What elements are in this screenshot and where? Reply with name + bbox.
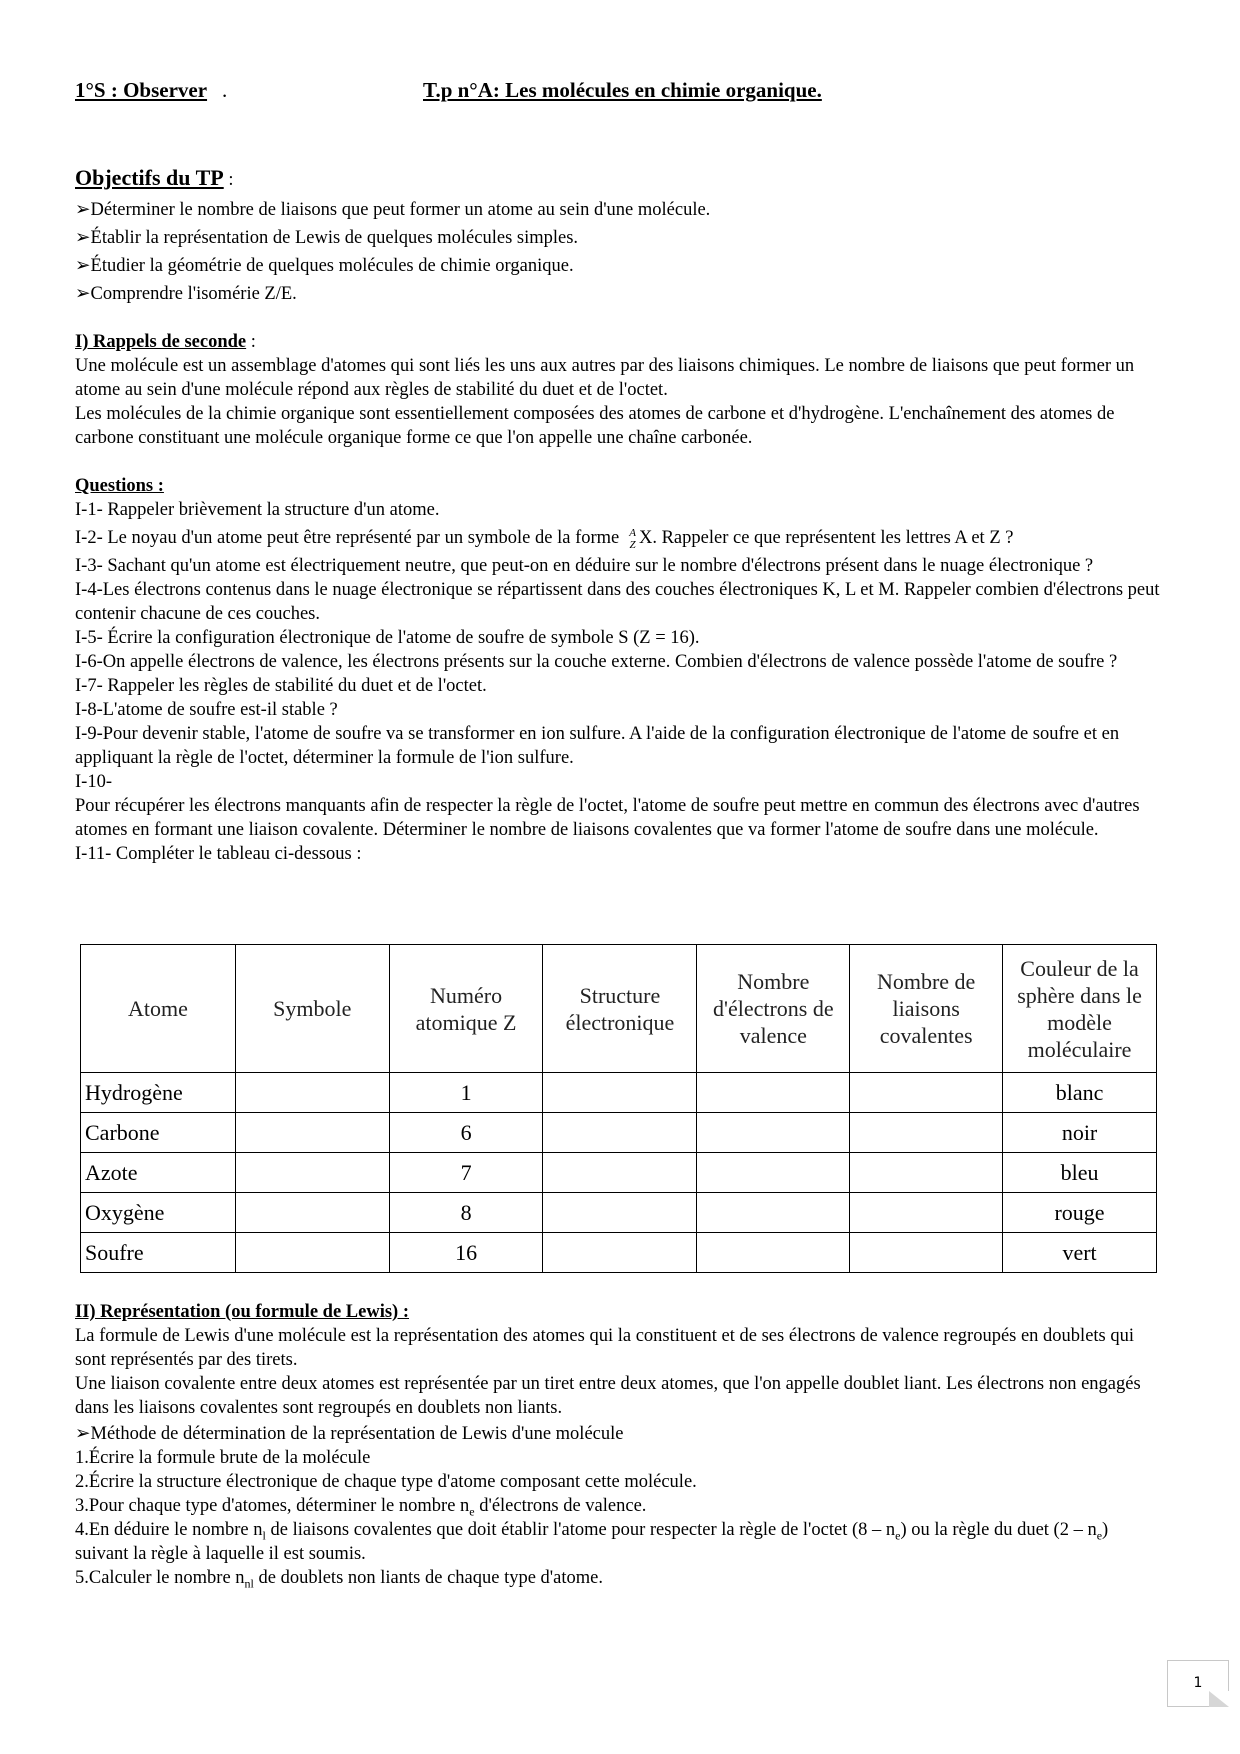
objective-text: Comprendre l'isomérie Z/E.: [90, 284, 297, 304]
lewis-section: [75, 1300, 1165, 1590]
valence-cell[interactable]: [697, 1233, 850, 1273]
atomic-number-cell: 6: [389, 1113, 543, 1153]
objective-item: [75, 196, 1165, 224]
subscript: nl: [244, 1576, 254, 1591]
symbol-cell[interactable]: [235, 1193, 389, 1233]
question-text: I-2- Le noyau d'un atome peut être représenté par un symbole de la forme: [75, 528, 620, 548]
column-header: Nombre d'électrons de valence: [697, 945, 850, 1073]
subscript: e: [895, 1528, 901, 1543]
paragraph: Les molécules de la chimie organique sont essentiellement composées des atomes de carbone et d'hydrogène. L'enchaînement des atomes de carbone constituant une molécule organique forme ce que l'on appelle une chaîne carbonée.: [75, 404, 1115, 448]
question-2: [75, 522, 1165, 554]
color-cell: rouge: [1003, 1193, 1157, 1233]
table-row: [81, 1073, 1157, 1113]
table-row: [81, 1113, 1157, 1153]
step-text: 5.Calculer le nombre n: [75, 1568, 245, 1588]
column-header: Nombre de liaisons covalentes: [850, 945, 1003, 1073]
atomic-number-cell: 7: [389, 1153, 543, 1193]
column-header: Atome: [81, 945, 236, 1073]
objective-item: [75, 280, 1165, 308]
mass-number-label: A: [629, 526, 636, 539]
method-text: Méthode de détermination de la représentation de Lewis d'une molécule: [90, 1424, 624, 1444]
question-9: I-9-Pour devenir stable, l'atome de soufre va se transformer en ion sulfure. A l'aide de la configuration électronique de l'atome de soufre et en appliquant la règle de l'octet, déterminer la formule de l'ion sulfure.: [75, 724, 1120, 768]
question-3: I-3- Sachant qu'un atome est électriquement neutre, que peut-on en déduire sur le nombre d'électrons présent dans le nuage électronique ?: [75, 556, 1094, 576]
arrow-bullet-icon: ➢: [75, 200, 91, 220]
atom-name-cell: Azote: [81, 1153, 236, 1193]
atomic-number-label: Z: [629, 538, 636, 551]
objective-item: [75, 252, 1165, 280]
subscript: e: [1096, 1528, 1103, 1543]
question-11: I-11- Compléter le tableau ci-dessous :: [75, 844, 362, 864]
symbol-cell[interactable]: [235, 1113, 389, 1153]
questions-heading: Questions :: [75, 476, 164, 496]
step-3: [75, 1494, 1165, 1518]
question-6: I-6-On appelle électrons de valence, les électrons présents sur la couche externe. Combien d'électrons de valence possède l'atome de soufre ?: [75, 652, 1118, 672]
structure-cell[interactable]: [543, 1073, 697, 1113]
bonds-cell[interactable]: [850, 1073, 1003, 1113]
atomic-number-cell: 16: [389, 1233, 543, 1273]
symbol-cell[interactable]: [235, 1153, 389, 1193]
step-text: ) ou la règle du duet (2 – n: [900, 1520, 1097, 1540]
heading-suffix: :: [246, 332, 256, 352]
table-row: [81, 1153, 1157, 1193]
objectives-heading: Objectifs du TP: [75, 165, 224, 190]
objective-item: [75, 224, 1165, 252]
atom-name-cell: Carbone: [81, 1113, 236, 1153]
column-header: Numéro atomique Z: [389, 945, 543, 1073]
objective-text: Déterminer le nombre de liaisons que peut former un atome au sein d'une molécule.: [90, 200, 711, 220]
column-header: Structure électronique: [543, 945, 697, 1073]
rappels-heading: I) Rappels de seconde: [75, 332, 247, 352]
page-title: T.p n°A: Les molécules en chimie organique.: [423, 78, 822, 102]
step-2: 2.Écrire la structure électronique de chaque type d'atome composant cette molécule.: [75, 1472, 697, 1492]
structure-cell[interactable]: [543, 1193, 697, 1233]
objectives-section: [75, 166, 1165, 308]
atomic-number-cell: 8: [389, 1193, 543, 1233]
structure-cell[interactable]: [543, 1113, 697, 1153]
step-4: [75, 1518, 1165, 1566]
arrow-bullet-icon: ➢: [75, 284, 91, 304]
question-10-label: I-10-: [75, 772, 112, 792]
color-cell: vert: [1003, 1233, 1157, 1273]
step-text: 4.En déduire le nombre n: [75, 1520, 263, 1540]
step-1: 1.Écrire la formule brute de la molécule: [75, 1448, 371, 1468]
step-text: 3.Pour chaque type d'atomes, déterminer le nombre n: [75, 1496, 470, 1516]
valence-cell[interactable]: [697, 1073, 850, 1113]
page-number: 1: [1193, 1675, 1203, 1691]
questions-section: [75, 474, 1165, 866]
subscript: l: [262, 1528, 266, 1543]
objective-text: Étudier la géométrie de quelques molécules de chimie organique.: [90, 256, 574, 276]
bonds-cell[interactable]: [850, 1233, 1003, 1273]
atom-name-cell: Hydrogène: [81, 1073, 236, 1113]
question-10: Pour récupérer les électrons manquants afin de respecter la règle de l'octet, l'atome de soufre peut mettre en commun des électrons avec d'autres atomes en formant une liaison covalente. Déterminer le nombre de liaisons covalentes que va former l'atome de soufre dans une molécule.: [75, 796, 1140, 840]
step-5: [75, 1566, 1165, 1590]
bonds-cell[interactable]: [850, 1113, 1003, 1153]
column-header: Couleur de la sphère dans le modèle moléculaire: [1003, 945, 1157, 1073]
question-text: X. Rappeler ce que représentent les lettres A et Z ?: [638, 528, 1014, 548]
color-cell: blanc: [1003, 1073, 1157, 1113]
nuclide-notation: [629, 527, 636, 551]
method-heading: [75, 1422, 1165, 1446]
table-row: [81, 1233, 1157, 1273]
column-header: Symbole: [235, 945, 389, 1073]
page-number-badge: [1167, 1660, 1229, 1707]
symbol-cell[interactable]: [235, 1233, 389, 1273]
bonds-cell[interactable]: [850, 1193, 1003, 1233]
paragraph: Une molécule est un assemblage d'atomes qui sont liés les uns aux autres par des liaisons chimiques. Le nombre de liaisons que peut former un atome au sein d'une molécule répond aux règles de stabilité du duet et de l'octet.: [75, 356, 1135, 400]
table-header-row: [81, 945, 1157, 1073]
color-cell: bleu: [1003, 1153, 1157, 1193]
arrow-bullet-icon: ➢: [75, 256, 91, 276]
subscript: e: [469, 1504, 475, 1519]
structure-cell[interactable]: [543, 1153, 697, 1193]
page-curl-icon: [1209, 1691, 1229, 1707]
objective-text: Établir la représentation de Lewis de quelques molécules simples.: [90, 228, 579, 248]
lewis-heading: II) Représentation (ou formule de Lewis) :: [75, 1302, 409, 1322]
atomic-number-cell: 1: [389, 1073, 543, 1113]
step-text: d'électrons de valence.: [474, 1496, 647, 1516]
paragraph: Une liaison covalente entre deux atomes est représentée par un tiret entre deux atomes, que l'on appelle doublet liant. Les électrons non engagés dans les liaisons covalentes sont regroupés en doublets non liants.: [75, 1374, 1141, 1418]
heading-suffix: :: [223, 170, 234, 190]
valence-cell[interactable]: [697, 1193, 850, 1233]
bonds-cell[interactable]: [850, 1153, 1003, 1193]
atom-name-cell: Soufre: [81, 1233, 236, 1273]
color-cell: noir: [1003, 1113, 1157, 1153]
table-row: [81, 1193, 1157, 1233]
arrow-bullet-icon: ➢: [75, 1424, 91, 1444]
question-4: I-4-Les électrons contenus dans le nuage électronique se répartissent dans des couches électroniques K, L et M. Rappeler combien d'électrons peut contenir chacune de ces couches.: [75, 580, 1160, 624]
valence-cell[interactable]: [697, 1153, 850, 1193]
step-text: de liaisons covalentes que doit établir l'atome pour respecter la règle de l'octet (8 – n: [265, 1520, 896, 1540]
structure-cell[interactable]: [543, 1233, 697, 1273]
question-8: I-8-L'atome de soufre est-il stable ?: [75, 700, 338, 720]
course-label-period: .: [222, 78, 228, 102]
atom-name-cell: Oxygène: [81, 1193, 236, 1233]
step-text: de doublets non liants de chaque type d'atome.: [253, 1568, 603, 1588]
arrow-bullet-icon: ➢: [75, 228, 91, 248]
symbol-cell[interactable]: [235, 1073, 389, 1113]
question-5: I-5- Écrire la configuration électronique de l'atome de soufre de symbole S (Z = 16).: [75, 628, 700, 648]
step-text: ) suivant la règle à laquelle il est soumis.: [75, 1520, 1109, 1564]
atoms-table: [80, 944, 1157, 1273]
valence-cell[interactable]: [697, 1113, 850, 1153]
paragraph: La formule de Lewis d'une molécule est la représentation des atomes qui la constituent et de ses électrons de valence regroupés en doublets qui sont représentés par des tirets.: [75, 1326, 1135, 1370]
course-label: 1°S : Observer: [75, 78, 208, 102]
question-1: I-1- Rappeler brièvement la structure d'un atome.: [75, 500, 440, 520]
rappels-section: [75, 330, 1165, 450]
question-7: I-7- Rappeler les règles de stabilité du duet et de l'octet.: [75, 676, 487, 696]
